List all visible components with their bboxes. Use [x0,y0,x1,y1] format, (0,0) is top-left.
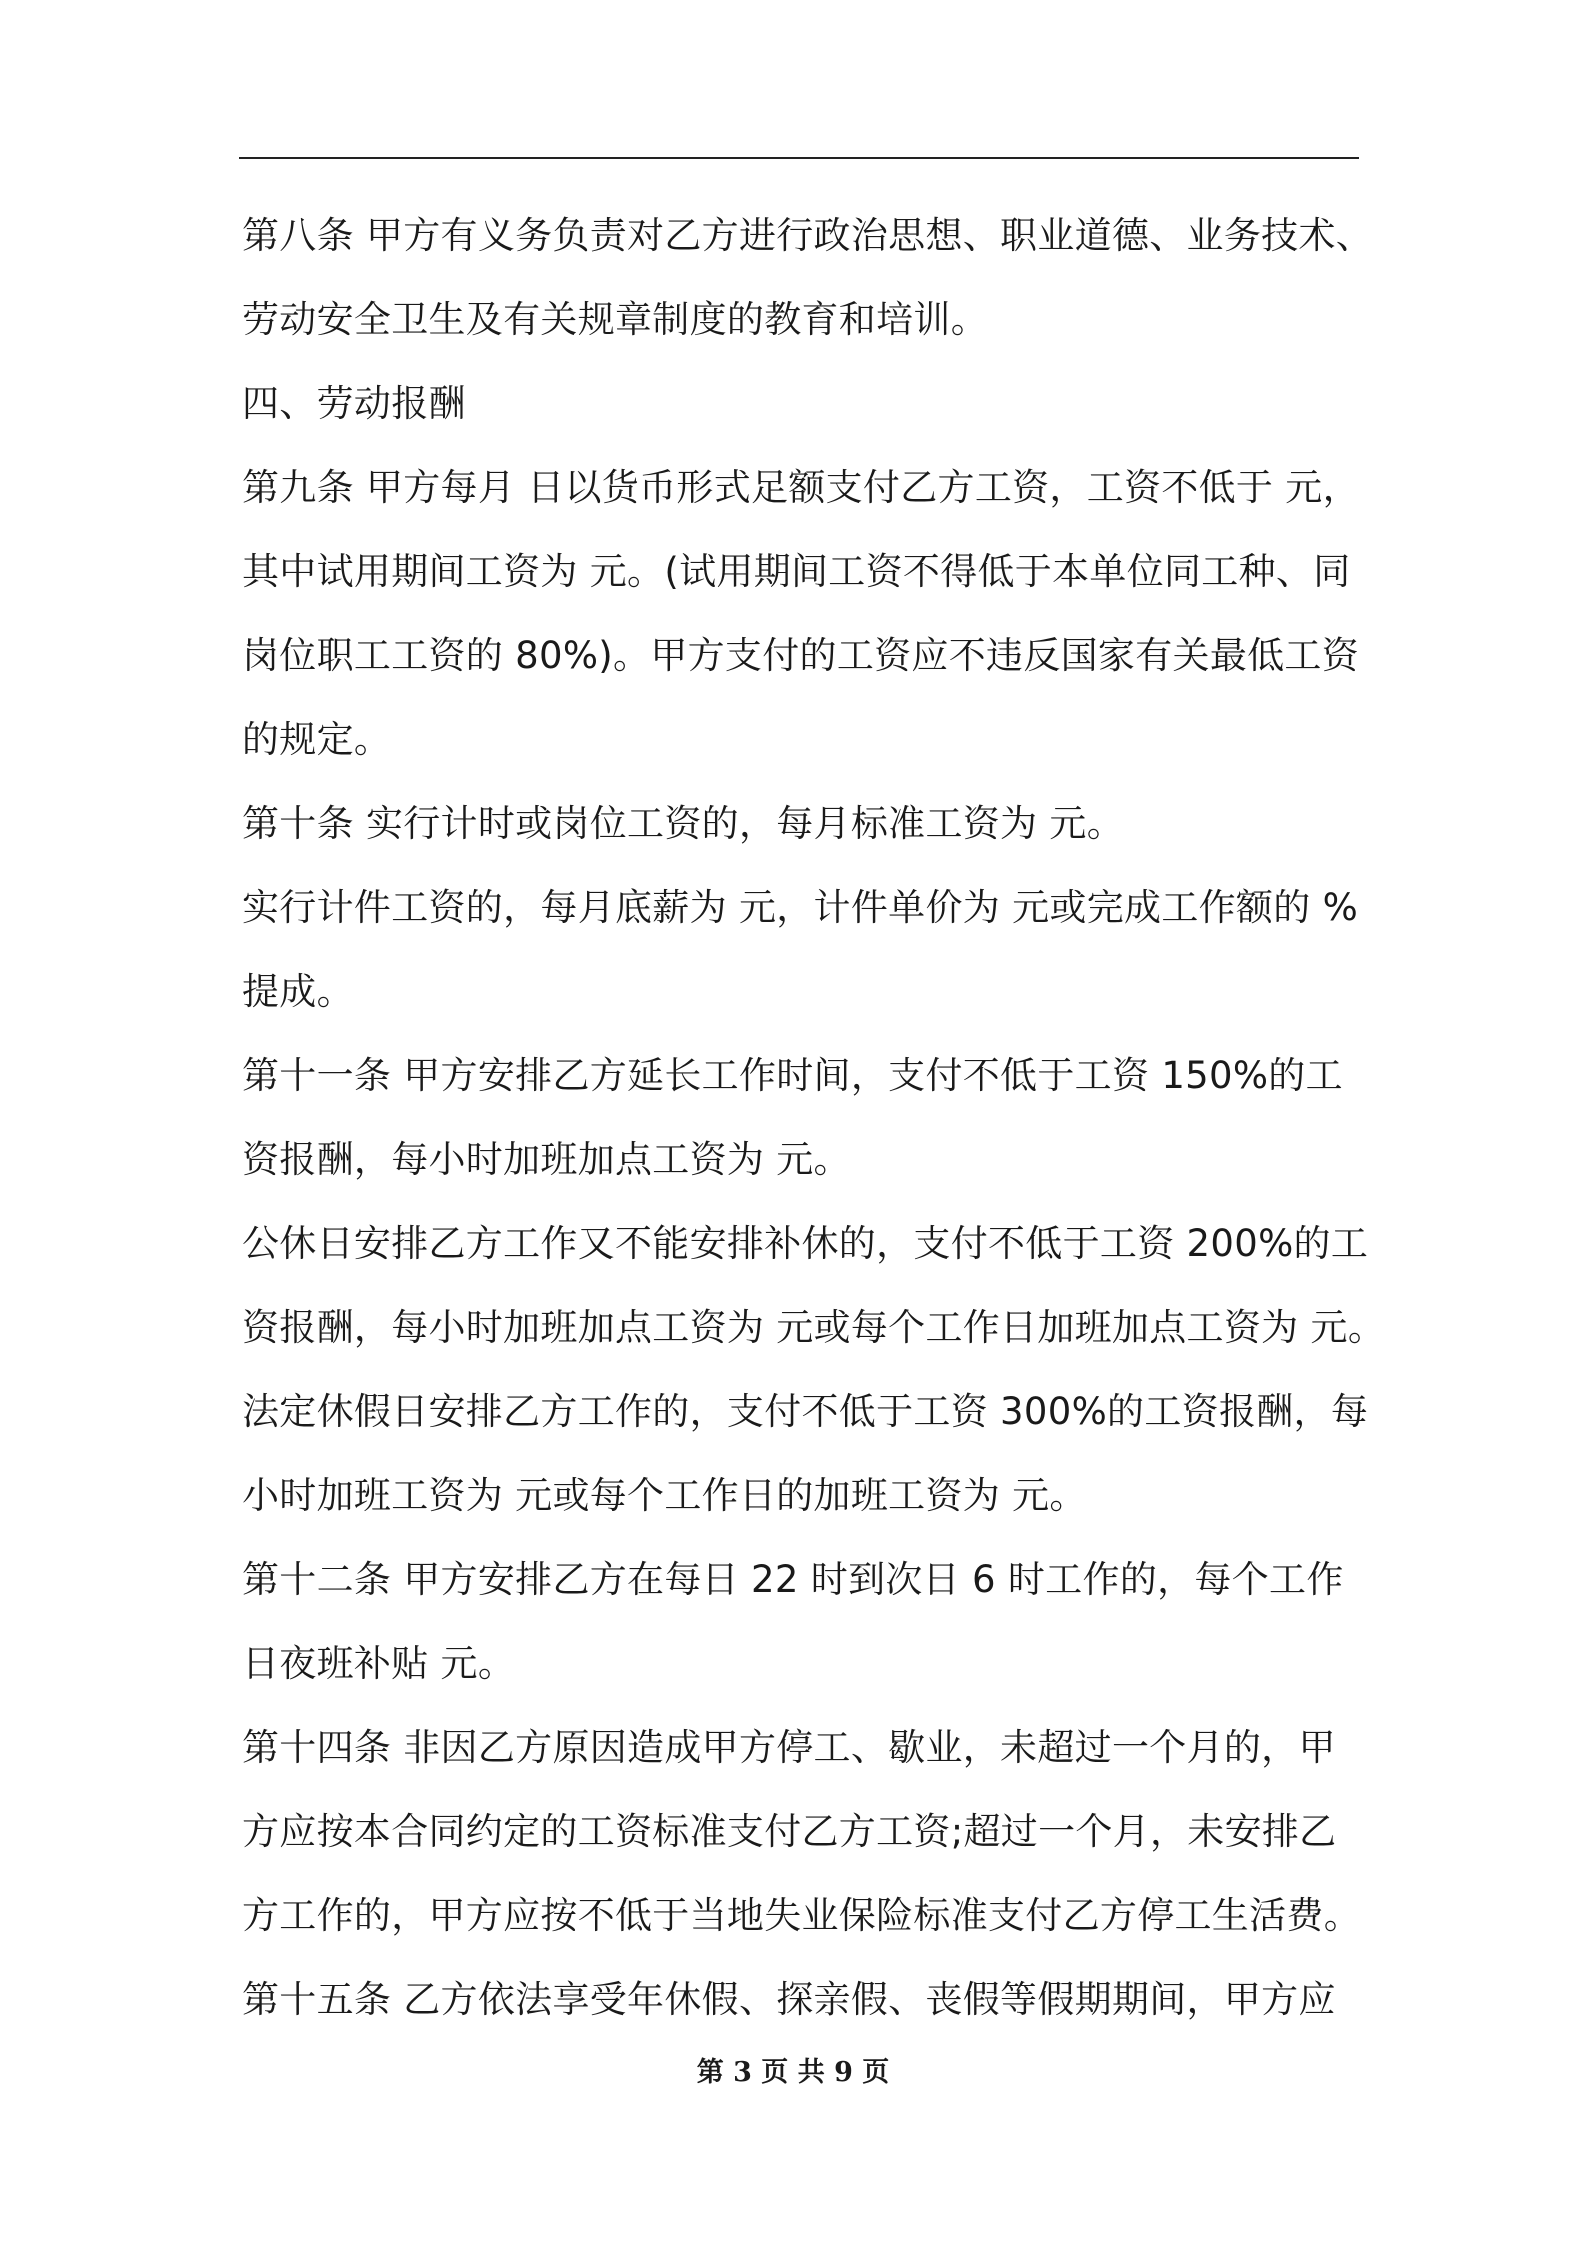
text-line: 第八条 甲方有义务负责对乙方进行政治思想、职业道德、业务技术、 [242,214,1374,257]
text-line: 提成。 [242,970,354,1013]
text-line: 第十二条 甲方安排乙方在每日 22 时到次日 6 时工作的，每个工作 [242,1558,1344,1601]
document-body [242,194,1386,2042]
text-line: 的规定。 [242,718,392,761]
text-line: 岗位职工工资的 80%)。甲方支付的工资应不违反国家有关最低工资 [242,634,1360,677]
text-line: 资报酬，每小时加班加点工资为 元或每个工作日加班加点工资为 元。 [242,1306,1386,1349]
text-line: 方工作的，甲方应按不低于当地失业保险标准支付乙方停工生活费。 [242,1894,1361,1937]
text-line: 第九条 甲方每月 日以货币形式足额支付乙方工资，工资不低于 元， [242,466,1360,509]
text-line: 法定休假日安排乙方工作的，支付不低于工资 300%的工资报酬，每 [242,1390,1369,1433]
section-heading: 四、劳动报酬 [242,382,466,425]
text-line: 第十一条 甲方安排乙方延长工作时间，支付不低于工资 150%的工 [242,1054,1343,1097]
page-number: 第 3 页 共 9 页 [696,2057,890,2088]
text-line: 第十四条 非因乙方原因造成甲方停工、歇业，未超过一个月的，甲 [242,1726,1336,1769]
text-line: 资报酬，每小时加班加点工资为 元。 [242,1138,851,1181]
text-line: 方应按本合同约定的工资标准支付乙方工资;超过一个月，未安排乙 [242,1810,1337,1853]
text-line: 其中试用期间工资为 元。(试用期间工资不得低于本单位同工种、同 [242,550,1351,593]
text-line: 日夜班补贴 元。 [242,1642,516,1685]
text-line: 劳动安全卫生及有关规章制度的教育和培训。 [242,298,988,341]
text-line: 小时加班工资为 元或每个工作日的加班工资为 元。 [242,1474,1087,1517]
text-line: 第十五条 乙方依法享受年休假、探亲假、丧假等假期期间，甲方应 [242,1978,1336,2021]
text-line: 第十条 实行计时或岗位工资的，每月标准工资为 元。 [242,802,1125,845]
text-line: 实行计件工资的，每月底薪为 元，计件单价为 元或完成工作额的 % [242,886,1359,929]
header-rule [239,157,1359,159]
text-line: 公休日安排乙方工作又不能安排补休的，支付不低于工资 200%的工 [242,1222,1369,1265]
